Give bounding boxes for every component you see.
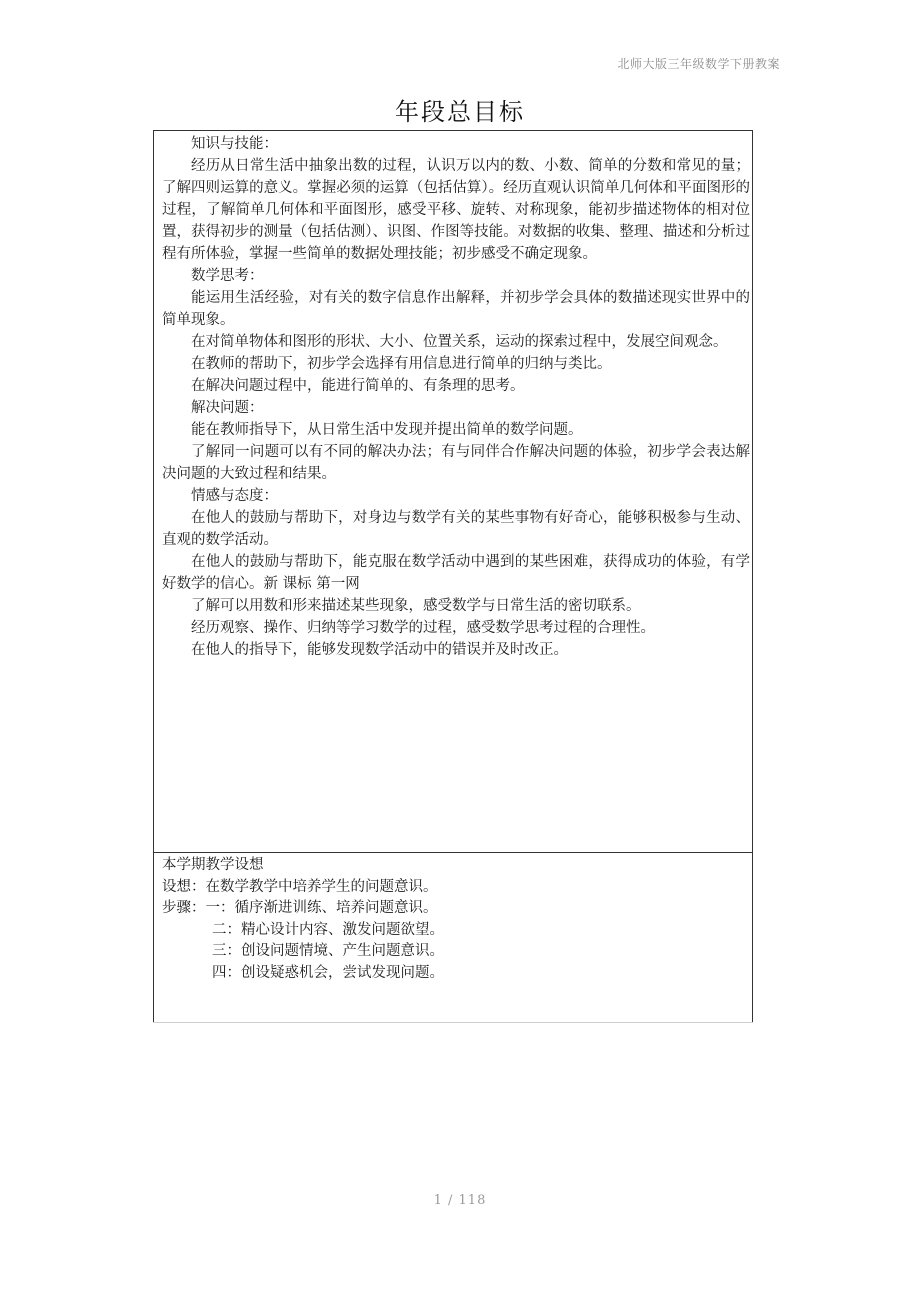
attitude-paragraph: 在他人的指导下，能够发现数学活动中的错误并及时改正。	[191, 642, 568, 658]
running-header: 北师大版三年级数学下册教案	[617, 57, 780, 71]
plan-step: 四：创设疑惑机会，尝试发现问题。	[212, 964, 444, 981]
semester-plan-box	[153, 853, 753, 1023]
thinking-paragraph: 能运用生活经验，对有关的数字信息作出解释，并初步学会具体的数描述现实世界中的简单现象。	[162, 290, 750, 328]
knowledge-paragraph: 经历从日常生活中抽象出数的过程，认识万以内的数、小数、简单的分数和常见的量；了解四则运算的意义。掌握必须的运算（包括估算）。经历直观认识简单几何体和平面图形的过程，了解简单几何体和平面图形，感受平移、旋转、对称现象，能初步描述物体的相对位置，获得初步的测量（包括估测）、识图、作图等技能。对数据的收集、整理、描述和分析过程有所体验，掌握一些简单的数据处理技能；初步感受不确定现象。	[162, 158, 750, 262]
knowledge-heading: 知识与技能：	[191, 136, 278, 152]
thinking-paragraph: 在教师的帮助下，初步学会选择有用信息进行简单的归纳与类比。	[191, 356, 612, 372]
attitude-paragraph: 在他人的鼓励与帮助下，对身边与数学有关的某些事物有好奇心，能够积极参与生动、直观的数学活动。	[162, 510, 750, 548]
attitude-paragraph: 经历观察、操作、归纳等学习数学的过程，感受数学思考过程的合理性。	[191, 620, 655, 636]
attitude-paragraph: 了解可以用数和形来描述某些现象，感受数学与日常生活的密切联系。	[191, 598, 641, 614]
overall-goals-box	[153, 130, 753, 853]
problem-solving-paragraph: 了解同一问题可以有不同的解决办法；有与同伴合作解决问题的体验，初步学会表达解决问题的大致过程和结果。	[162, 444, 750, 482]
plan-box-bottom-rule	[153, 1022, 753, 1023]
attitude-paragraph: 在他人的鼓励与帮助下，能克服在数学活动中遇到的某些困难，获得成功的体验，有学好数学的信心。新 课标 第一网	[162, 554, 750, 592]
plan-step: 三：创设问题情境、产生问题意识。	[212, 943, 444, 959]
thinking-heading: 数学思考：	[191, 268, 264, 284]
page-number: 1 / 118	[433, 1193, 487, 1208]
page-title: 年段总目标	[395, 98, 525, 126]
plan-step: 步骤：一：循序渐进训练、培养问题意识。	[162, 900, 438, 916]
plan-step: 二：精心设计内容、激发问题欲望。	[212, 921, 444, 938]
thinking-paragraph: 在解决问题过程中，能进行简单的、有条理的思考。	[191, 378, 525, 394]
plan-idea: 设想：在数学教学中培养学生的问题意识。	[162, 878, 438, 895]
plan-heading: 本学期教学设想	[162, 857, 264, 873]
attitude-heading: 情感与态度：	[191, 488, 278, 504]
problem-solving-heading: 解决问题：	[191, 400, 264, 416]
problem-solving-paragraph: 能在教师指导下，从日常生活中发现并提出简单的数学问题。	[191, 422, 583, 438]
thinking-paragraph: 在对简单物体和图形的形状、大小、位置关系，运动的探索过程中，发展空间观念。	[191, 334, 728, 350]
